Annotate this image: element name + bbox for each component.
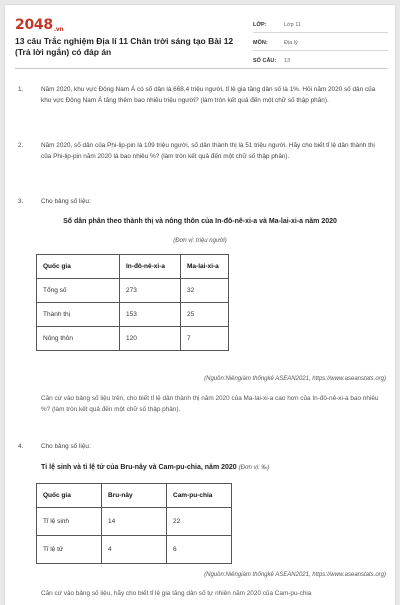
- question-number: 4.: [18, 443, 24, 450]
- table-cell: 4: [102, 536, 167, 564]
- question-text: Năm 2020, khu vực Đông Nam Á có số dân là 668,4 triệu người, tỉ lệ gia tăng dân số là 1%. Hỏi năm 2020 số dân của khu vực Đông Nam Á tăng thêm bao nhiêu triệu người? (làm tròn kết quả đến một chữ số thập phân).: [41, 86, 376, 104]
- table-cell: 120: [120, 327, 181, 351]
- table-header-row: [37, 255, 229, 279]
- document-header: [5, 5, 395, 63]
- meta-value: Lớp 11: [284, 22, 301, 28]
- table-cell: 153: [120, 303, 181, 327]
- table-row: [37, 327, 229, 351]
- question-text: Năm 2020, số dân của Phi-lip-pin là 109 triệu người, số dân thành thị là 51 triệu người. Hãy cho biết tỉ lệ dân thành thị của Phi-lip-pin năm 2020 là bao nhiêu %? (làm tròn kết quả đến một chữ số thập phân).: [41, 142, 375, 160]
- table-source: (Nguồn:Niêngiám thốngkê ASEAN2021, https://www.aseanstats.org): [204, 376, 386, 382]
- table-cell: Tổng số: [37, 279, 120, 303]
- table-cell: 7: [181, 327, 229, 351]
- table-cell: 32: [181, 279, 229, 303]
- birth-death-rate-table: [36, 483, 232, 564]
- question-text: Căn cứ vào bảng số liệu, hãy cho biết tỉ lệ gia tăng dân số tự nhiên năm 2020 của Cam-pu-chia: [41, 590, 312, 597]
- table-header-cell: Cam-pu-chia: [167, 484, 232, 508]
- table-cell: 14: [102, 508, 167, 536]
- table-header-cell: Ma-lai-xi-a: [181, 255, 229, 279]
- meta-key: SỐ CÂU:: [253, 58, 277, 64]
- table-title: Số dân phân theo thành thị và nông thôn của In-đô-nê-xi-a và Ma-lai-xi-a năm 2020: [63, 218, 337, 225]
- document-page: [5, 5, 395, 605]
- site-logo[interactable]: [15, 17, 63, 33]
- question-number: 2.: [18, 142, 24, 149]
- meta-value: Địa lý: [284, 40, 298, 46]
- document-meta: [253, 18, 388, 72]
- table-cell: Tỉ lệ sinh: [37, 508, 102, 536]
- table-cell: 22: [167, 508, 232, 536]
- table-row: [37, 508, 232, 536]
- meta-row-class: [253, 18, 388, 33]
- table-row: [37, 303, 229, 327]
- meta-value: 13: [284, 58, 291, 64]
- table-cell: Tỉ lệ tử: [37, 536, 102, 564]
- document-title: 13 câu Trắc nghiệm Địa lí 11 Chân trời sáng tạo Bài 12 (Trả lời ngắn) có đáp án: [15, 36, 234, 57]
- table-header-cell: In-đô-nê-xi-a: [120, 255, 181, 279]
- question-intro: Cho bảng số liệu:: [41, 198, 91, 205]
- table-row: [37, 279, 229, 303]
- meta-key: LỚP:: [253, 22, 267, 28]
- population-table: [36, 254, 229, 351]
- table-cell: Nông thôn: [37, 327, 120, 351]
- table-source: (Nguồn:Niêngiám thốngkê ASEAN2021, https://www.aseanstats.org): [204, 572, 386, 578]
- question-number: 1.: [18, 86, 24, 93]
- header-divider: [15, 68, 385, 69]
- table-header-row: [37, 484, 232, 508]
- meta-key: MÔN:: [253, 40, 268, 46]
- meta-row-subject: [253, 36, 388, 51]
- logo-suffix: .vn: [53, 26, 64, 33]
- table-header-cell: Bru-nây: [102, 484, 167, 508]
- question-text: Căn cứ vào bảng số liệu trên, cho biết tỉ lệ dân thành thị năm 2020 của Ma-lai-xi-a cao hơn của In-đô-nê-xi-a bao nhiêu %? (làm tròn kết quả đến một chữ số thập phân).: [41, 395, 379, 413]
- question-number: 3.: [18, 198, 24, 205]
- table-row: [37, 536, 232, 564]
- question-intro: Cho bảng số liệu:: [41, 443, 91, 450]
- table-caption: [41, 464, 269, 471]
- table-header-cell: Quốc gia: [37, 255, 120, 279]
- table-cell: Thành thị: [37, 303, 120, 327]
- table-cell: 25: [181, 303, 229, 327]
- logo-text: 2048: [15, 17, 53, 33]
- meta-row-count: [253, 54, 388, 69]
- table-title: Tỉ lệ sinh và tỉ lệ tử của Bru-nây và Cam-pu-chia, năm 2020: [41, 464, 237, 471]
- table-cell: 273: [120, 279, 181, 303]
- table-unit: (Đơn vị: triệu người): [173, 238, 227, 244]
- table-header-cell: Quốc gia: [37, 484, 102, 508]
- table-unit: (Đơn vị: ‰): [238, 465, 270, 471]
- table-cell: 6: [167, 536, 232, 564]
